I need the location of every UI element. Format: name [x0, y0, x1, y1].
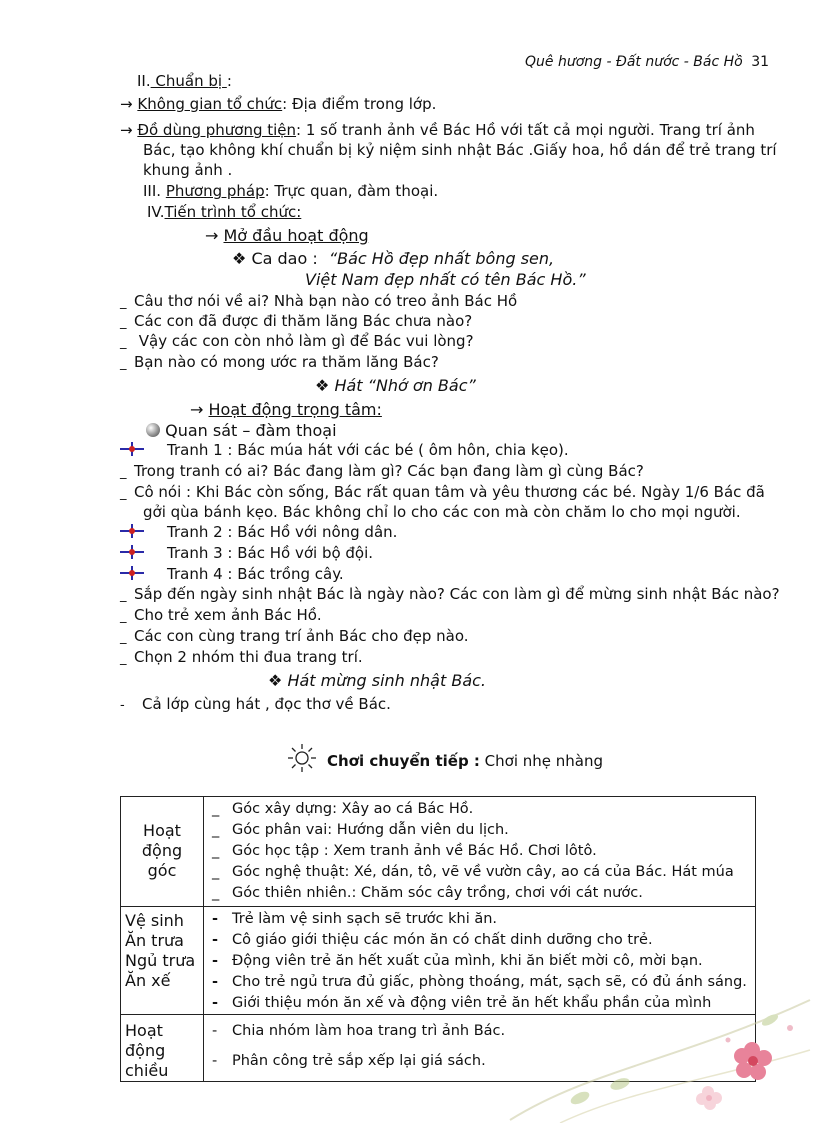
dash-bullet: -: [212, 1023, 218, 1039]
item-text: Trẻ làm vệ sinh sạch sẽ trước khi ăn.: [232, 911, 498, 927]
list-item: [204, 951, 755, 972]
label-line: Hoạt: [125, 1021, 163, 1040]
arrow-icon: →: [120, 95, 133, 113]
table-row: [121, 797, 756, 907]
diamond-bullet-icon: ❖: [268, 671, 283, 690]
tools-line-2: Bác, tạo không khí chuẩn bị kỷ niệm sinh nhật Bác .Giấy hoa, hồ dán để trẻ trang trí: [143, 141, 777, 159]
item-text: Góc nghệ thuật: Xé, dán, tô, vẽ về vườn cây, ao cá của Bác. Hát múa: [232, 864, 734, 880]
item-text: Cô giáo giới thiệu các món ăn có chất dinh dưỡng cho trẻ.: [232, 932, 653, 948]
dash-bullet: _: [212, 864, 220, 880]
arrow-icon: →: [190, 400, 204, 419]
section-3-line: [143, 182, 438, 200]
section-2-heading: [137, 72, 232, 90]
dash-bullet: _: [212, 801, 220, 817]
label-line: động: [141, 841, 183, 860]
main-question-text: Sắp đến ngày sinh nhật Bác là ngày nào? Các con làm gì để mừng sinh nhật Bác nào?: [134, 585, 780, 603]
observe-title: Quan sát – đàm thoại: [165, 421, 337, 440]
dash-bullet: _: [120, 588, 127, 603]
section-3-label: Phương pháp: [165, 182, 265, 200]
section-4-line: [147, 203, 301, 221]
label-line: Hoạt: [143, 821, 181, 840]
dash-bullet: _: [120, 356, 127, 371]
sphere-bullet-icon: [146, 423, 160, 437]
intro-question-text: Vậy các con còn nhỏ làm gì để Bác vui lòng?: [134, 332, 474, 350]
star-bullet-icon: [120, 545, 144, 559]
section-2-title: Chuẩn bị: [150, 72, 227, 90]
item-text: Góc xây dựng: Xây ao cá Bác Hồ.: [232, 801, 474, 817]
arrow-icon: →: [120, 121, 133, 139]
corner-activity-items: [204, 797, 756, 907]
main-question-6: [120, 648, 363, 666]
section-2-colon: :: [226, 72, 232, 90]
row-label-corner-activity: [121, 797, 204, 907]
label-line: góc: [147, 861, 177, 880]
picture-4: Tranh 4 : Bác trồng cây.: [167, 565, 344, 583]
item-text: Giới thiệu món ăn xế và động viên trẻ ăn hết khẩu phần của mình: [232, 995, 712, 1011]
tools-line-1: [120, 121, 755, 139]
main-question-1: [120, 462, 644, 480]
space-label: Không gian tổ chức: [137, 95, 283, 113]
dash-bullet: -: [212, 953, 219, 969]
dash-bullet: -: [212, 974, 219, 990]
tools-value-1: : 1 số tranh ảnh về Bác Hồ với tất cả mọi người. Trang trí ảnh: [296, 121, 755, 139]
cadao-label: Ca dao :: [251, 249, 318, 268]
transition-line: [327, 752, 603, 770]
main-heading: [190, 400, 382, 419]
main-question-2-cont: gởi qùa bánh kẹo. Bác không chỉ lo cho các con mà còn chăm lo cho mọi người.: [143, 503, 741, 521]
list-item: [204, 841, 755, 862]
dash-bullet: -: [212, 995, 219, 1011]
dash-bullet: _: [120, 315, 127, 330]
list-item: [204, 799, 755, 820]
row-label-afternoon: [121, 1015, 204, 1082]
dash-bullet: _: [120, 651, 127, 666]
tools-line-3: khung ảnh .: [143, 161, 233, 179]
main-question-text: Các con cùng trang trí ảnh Bác cho đẹp nào.: [134, 627, 469, 645]
intro-question-text: Câu thơ nói về ai? Nhà bạn nào có treo ảnh Bác Hồ: [134, 292, 518, 310]
label-line: Ăn xế: [125, 971, 171, 990]
flower-decoration: [470, 980, 816, 1123]
row-label-hygiene-meals: [121, 907, 204, 1015]
page-number: 31: [751, 54, 770, 70]
dash-bullet: _: [120, 486, 127, 501]
list-item: [204, 930, 755, 951]
dash-bullet: _: [212, 885, 220, 901]
item-text: Phân công trẻ sắp xếp lại giá sách.: [232, 1053, 486, 1069]
list-item: [204, 820, 755, 841]
tools-label: Đồ dùng phương tiện: [137, 121, 297, 139]
star-bullet-icon: [120, 442, 144, 456]
item-text: Góc học tập : Xem tranh ảnh về Bác Hồ. Chơi lôtô.: [232, 843, 597, 859]
main-question-4: [120, 606, 322, 624]
label-line: chiều: [125, 1061, 169, 1080]
intro-question-3: [120, 332, 474, 350]
song-2-title: Hát mừng sinh nhật Bác.: [287, 671, 486, 690]
diamond-bullet-icon: ❖: [232, 249, 247, 268]
main-question-text: Trong tranh có ai? Bác đang làm gì? Các bạn đang làm gì cùng Bác?: [134, 462, 644, 480]
diamond-bullet-icon: ❖: [315, 376, 330, 395]
main-question-2: [120, 483, 765, 501]
main-question-text: Cho trẻ xem ảnh Bác Hồ.: [134, 606, 322, 624]
dash-bullet: _: [120, 465, 127, 480]
space-line: [120, 95, 436, 113]
list-item: [204, 883, 755, 904]
intro-title: Mở đầu hoạt động: [223, 226, 369, 245]
intro-question-text: Các con đã được đi thăm lăng Bác chưa nào?: [134, 312, 473, 330]
label-line: Ăn trưa: [125, 931, 184, 950]
dash-bullet: _: [212, 843, 220, 859]
cadao-line-1: [232, 249, 554, 268]
dash-bullet: _: [212, 822, 220, 838]
star-bullet-icon: [120, 566, 144, 580]
song-2-line: [268, 671, 486, 690]
intro-question-text: Bạn nào có mong ước ra thăm lăng Bác?: [134, 353, 439, 371]
song-line: [315, 376, 476, 395]
picture-2: Tranh 2 : Bác Hồ với nông dân.: [167, 523, 398, 541]
header-title: Quê hương - Đất nước - Bác Hồ: [525, 54, 743, 70]
picture-1: Tranh 1 : Bác múa hát với các bé ( ôm hôn, chia kẹo).: [167, 441, 569, 459]
main-question-5: [120, 627, 469, 645]
transition-value: Chơi nhẹ nhàng: [479, 752, 604, 770]
pink-flower-icon: [734, 1042, 772, 1080]
cadao-verse-2: Việt Nam đẹp nhất có tên Bác Hồ.”: [305, 270, 586, 289]
sun-icon: [286, 742, 318, 774]
list-item: [204, 909, 755, 930]
observe-heading: [146, 421, 337, 440]
section-3-roman: III.: [143, 182, 162, 200]
section-4-roman: IV.: [147, 203, 165, 221]
dash-bullet: _: [120, 335, 127, 350]
main-question-text: Chọn 2 nhóm thi đua trang trí.: [134, 648, 363, 666]
dash-bullet: -: [212, 932, 219, 948]
picture-3: Tranh 3 : Bác Hồ với bộ đội.: [167, 544, 374, 562]
space-value: : Địa điểm trong lớp.: [282, 95, 437, 113]
intro-question-1: [120, 292, 517, 310]
star-bullet-icon: [120, 524, 144, 538]
dash-bullet: _: [120, 609, 127, 624]
main-question-3: [120, 585, 780, 603]
song-title: “Nhớ ơn Bác”: [367, 376, 476, 395]
dash-bullet: -: [212, 911, 219, 927]
transition-label: Chơi chuyển tiếp :: [327, 752, 480, 770]
label-line: động: [125, 1041, 166, 1060]
label-line: Ngủ trưa: [125, 951, 196, 970]
dash-bullet: _: [120, 295, 127, 310]
main-question-text: Cô nói : Khi Bác còn sống, Bác rất quan tâm và yêu thương các bé. Ngày 1/6 Bác đã: [134, 483, 765, 501]
list-item: [204, 862, 755, 883]
item-text: Góc phân vai: Hướng dẫn viên du lịch.: [232, 822, 509, 838]
item-text: Góc thiên nhiên.: Chăm sóc cây trồng, chơi với cát nước.: [232, 885, 643, 901]
dash-bullet: -: [120, 698, 125, 713]
item-text: Động viên trẻ ăn hết xuất của mình, khi ăn biết mời cô, mời bạn.: [232, 953, 703, 969]
song-label: Hát: [334, 376, 363, 395]
arrow-icon: →: [205, 226, 219, 245]
intro-heading: [205, 226, 369, 245]
section-2-roman: II.: [137, 72, 151, 90]
final-text: Cả lớp cùng hát , đọc thơ về Bác.: [142, 695, 391, 713]
item-text: Chia nhóm làm hoa trang trì ảnh Bác.: [232, 1023, 506, 1039]
item-text: Cho trẻ ngủ trưa đủ giấc, phòng thoáng, mát, sạch sẽ, có đủ ánh sáng.: [232, 974, 747, 990]
dash-bullet: -: [212, 1053, 218, 1069]
final-line: [120, 695, 391, 713]
intro-question-4: [120, 353, 439, 371]
label-line: Vệ sinh: [125, 911, 184, 930]
intro-question-2: [120, 312, 472, 330]
main-title: Hoạt động trọng tâm:: [208, 400, 382, 419]
dash-bullet: _: [120, 630, 127, 645]
section-3-value: : Trực quan, đàm thoại.: [264, 182, 439, 200]
section-4-label: Tiến trình tổ chức:: [164, 203, 302, 221]
running-header: [525, 54, 769, 70]
cadao-verse-1: “Bác Hồ đẹp nhất bông sen,: [328, 249, 555, 268]
